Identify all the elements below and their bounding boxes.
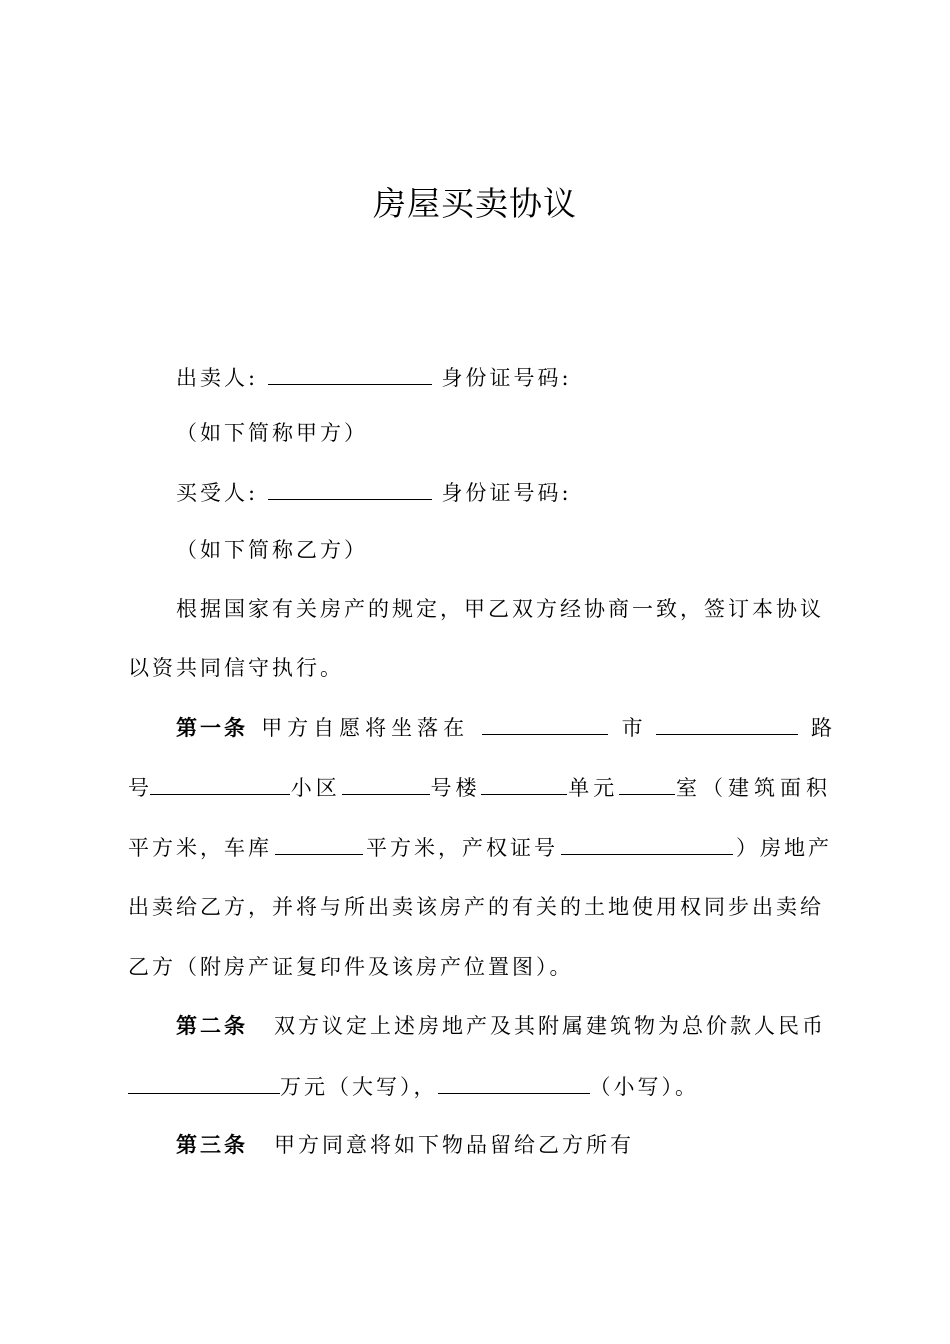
unit-blank[interactable] [619, 772, 675, 795]
seller-line [128, 362, 832, 393]
building-blank[interactable] [481, 772, 567, 795]
article1-text-1: 甲方自愿将坐落在 [261, 716, 470, 740]
article1-text-10: 平方米，产权证号 [366, 836, 558, 860]
article1-text-11: ）房地产 [736, 836, 832, 860]
article1-text-4: 号 [128, 776, 149, 800]
buyer-label: 买受人: [176, 481, 259, 505]
buyer-line [128, 477, 832, 508]
article1-text-3: 路 [810, 716, 832, 740]
article2-text-1: 双方议定上述房地产及其附属建筑物为总价款人民币 [274, 1014, 826, 1038]
price-lowercase-blank[interactable] [438, 1071, 590, 1094]
garage-area-blank[interactable] [275, 832, 363, 855]
seller-name-blank[interactable] [268, 362, 432, 385]
article1-line-4: 出卖给乙方，并将与所出卖该房产的有关的土地使用权同步出卖给 [128, 895, 824, 919]
article2-text-2: 万元（大写）， [280, 1075, 438, 1099]
article1-text-2: 市 [621, 716, 643, 740]
buyer-note: （如下简称乙方） [176, 538, 368, 562]
article1-line-2 [128, 772, 832, 803]
article1-text-5: 小区 [290, 776, 341, 800]
article2-heading: 第二条 [176, 1013, 248, 1038]
property-cert-blank[interactable] [561, 832, 733, 855]
buyer-name-blank[interactable] [268, 477, 432, 500]
article1-line-1 [128, 712, 832, 743]
article3-heading: 第三条 [176, 1132, 248, 1157]
seller-note: （如下简称甲方） [176, 421, 368, 445]
road-blank[interactable] [656, 712, 798, 735]
article2-line-1 [128, 1011, 832, 1041]
seller-label: 出卖人: [176, 366, 259, 390]
article1-text-9: 平方米，车库 [128, 836, 272, 860]
article1-heading: 第一条 [176, 715, 248, 740]
article1-text-7: 单元 [568, 776, 619, 800]
article1-text-6: 号楼 [430, 776, 481, 800]
article1-line-5: 乙方（附房产证复印件及该房产位置图）。 [128, 955, 574, 979]
article1-line-3 [128, 832, 832, 863]
number-blank[interactable] [150, 772, 290, 795]
buyer-id-label: 身份证号码: [441, 481, 572, 505]
article3-text-1: 甲方同意将如下物品留给乙方所有 [274, 1133, 634, 1157]
intro-line-2: 以资共同信守执行。 [128, 656, 344, 680]
article3-line-1 [128, 1130, 832, 1160]
document-title: 房屋买卖协议 [373, 184, 577, 223]
seller-id-label: 身份证号码: [441, 366, 572, 390]
article2-line-2 [128, 1071, 832, 1102]
intro-line-1: 根据国家有关房产的规定，甲乙双方经协商一致，签订本协议 [176, 597, 824, 621]
article2-text-3: （小写）。 [589, 1075, 699, 1099]
price-uppercase-blank[interactable] [128, 1071, 280, 1094]
city-blank[interactable] [482, 712, 608, 735]
community-blank[interactable] [342, 772, 430, 795]
article1-text-8: 室（建筑面积 [676, 776, 832, 800]
